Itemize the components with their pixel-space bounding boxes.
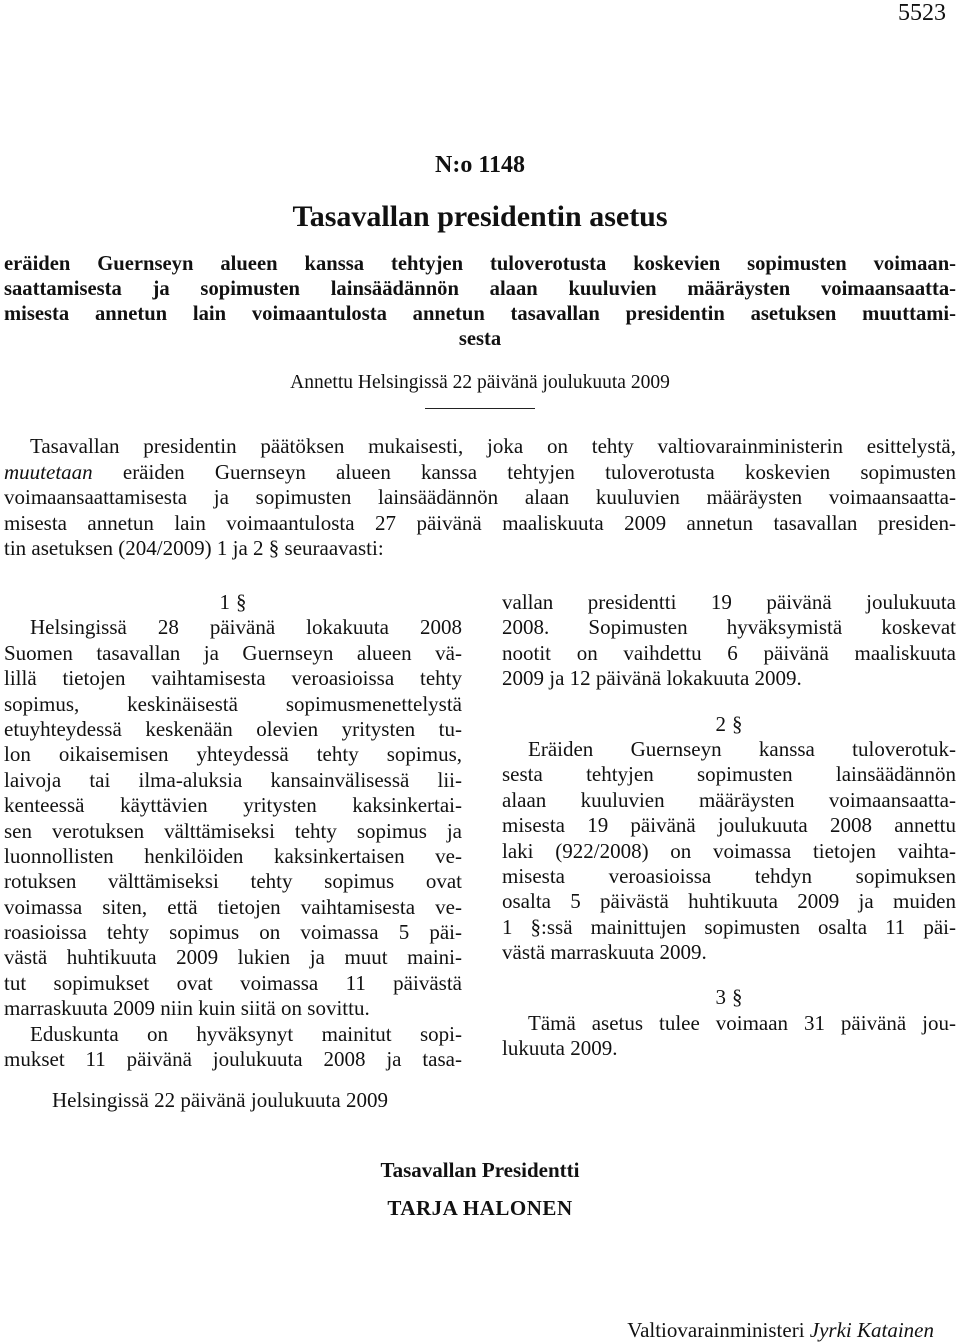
section-1-line: kenteessä käyttävien yritysten kaksinkertai- [4, 793, 462, 818]
section-3-line: lukuuta 2009. [502, 1036, 618, 1061]
subtitle-line: sesta [458, 328, 502, 350]
section-1-line: Helsingissä 28 päivänä lokakuuta 2008 [30, 615, 462, 640]
section-1-line: västä huhtikuuta 2009 lukien ja muut maini- [4, 945, 462, 970]
subtitle-line: misesta annetun lain voimaantulosta annetun tasavallan presidentin asetuksen muuttami- [4, 303, 956, 325]
preamble-emphasis: muutetaan [4, 459, 93, 484]
section-1-line: mukset 11 päivänä joulukuuta 2008 ja tasa- [4, 1047, 462, 1072]
section-1-continuation-line: nootit on vaihdettu 6 päivänä maaliskuuta [502, 640, 956, 665]
section-1-line: tut sopimukset ovat voimassa 11 päivästä [4, 970, 462, 995]
left-column [4, 590, 462, 1072]
section-1-heading [4, 590, 462, 615]
preamble-line: voimaansaattamisesta ja sopimusten lainsäädännön alaan kuuluvien määräysten voimaansaatta- [4, 485, 956, 509]
preamble [4, 434, 956, 562]
subtitle-line: eräiden Guernseyn alueen kanssa tehtyjen tuloverotusta koskevien sopimusten voimaan- [4, 253, 956, 275]
minister-signature [627, 1318, 934, 1343]
section-2-line: misesta veroasioissa tehdyn sopimuksen [502, 863, 956, 888]
presidency-title: Tasavallan Presidentti [380, 1158, 580, 1182]
section-1-line: voimassa siten, että tietojen vaihtamisesta ve- [4, 894, 462, 919]
preamble-line: tin asetuksen (204/2009) 1 ja 2 § seuraavasti: [4, 536, 384, 560]
section-1-line: laivoja tai ilma-aluksia kansainvälisessä lii- [4, 767, 462, 792]
document-subtitle [4, 252, 956, 352]
right-column [502, 590, 956, 1062]
section-2-line: västä marraskuuta 2009. [502, 940, 707, 965]
preamble-line: misesta annetun lain voimaantulosta 27 päivänä maaliskuuta 2009 annetun tasavallan presiden- [4, 510, 956, 535]
section-1-line: Suomen tasavallan ja Guernseyn alueen vä- [4, 640, 462, 665]
document-title: Tasavallan presidentin asetus [292, 200, 668, 233]
subtitle-line: saattamisesta ja sopimusten lainsäädännön alaan kuuluvien määräysten voimaansaatta- [4, 278, 956, 300]
section-sign: § [732, 711, 743, 736]
section-1-line: etuyhteydessä keskenään olevien yritysten tu- [4, 716, 462, 741]
section-2-line: laki (922/2008) on voimassa tietojen vaihta- [502, 838, 956, 863]
spacer [502, 692, 956, 712]
section-2-line: Eräiden Guernseyn kanssa tuloverotuk- [528, 736, 956, 761]
section-2-line: alaan kuuluvien määräysten voimaansaatta- [502, 787, 956, 812]
section-sign: § [236, 590, 247, 614]
page-number: 5523 [898, 0, 946, 26]
section-1-line: rotuksen välttämiseksi tehty sopimus ovat [4, 869, 462, 894]
section-number: 3 [715, 985, 726, 1010]
section-2-line: misesta 19 päivänä joulukuuta 2008 annettu [502, 813, 956, 838]
spacer [502, 965, 956, 985]
section-1-line: lon oikaisemisen yhteydessä tehty sopimus, [4, 742, 462, 767]
section-1-line: luonnollisten henkilöiden kaksinkertaisen ve- [4, 843, 462, 868]
signing-place-date: Helsingissä 22 päivänä joulukuuta 2009 [52, 1088, 388, 1112]
section-2-heading [502, 712, 956, 737]
section-1-line: lillä tietojen vaihtamisesta veroasioissa tehty [4, 666, 462, 691]
president-name: TARJA HALONEN [387, 1196, 573, 1220]
section-1-continuation-line: 2008. Sopimusten hyväksymistä koskevat [502, 615, 956, 640]
section-1-continuation-line: vallan presidentti 19 päivänä joulukuuta [502, 590, 956, 614]
preamble-text: eräiden Guernseyn alueen kanssa tehtyjen tuloverotusta koskevien sopimusten [92, 459, 956, 484]
section-1-line: roasioissa tehty sopimus on voimassa 5 päi- [4, 920, 462, 945]
section-1-line: marraskuuta 2009 niin kuin siitä on sovittu. [4, 996, 370, 1021]
issued-date: Annettu Helsingissä 22 päivänä joulukuuta 2009 [290, 372, 670, 393]
section-1-line: sopimus, keskinäisestä sopimusmenettelystä [4, 691, 462, 716]
section-1-line: sen verotuksen välttämiseksi tehty sopimus ja [4, 818, 462, 843]
section-1-line: Eduskunta on hyväksynyt mainitut sopi- [30, 1021, 462, 1046]
section-3-line: Tämä asetus tulee voimaan 31 päivänä jou- [528, 1010, 956, 1035]
section-2-line: sesta tehtyjen sopimusten lainsäädännön [502, 762, 956, 787]
preamble-line [4, 460, 956, 486]
section-2-line: 1 §:ssä mainittujen sopimusten osalta 11 päi- [502, 914, 956, 939]
preamble-line: Tasavallan presidentin päätöksen mukaisesti, joka on tehty valtiovarainministerin esittelystä, [30, 434, 956, 458]
separator-rule [425, 408, 535, 409]
section-sign: § [732, 985, 743, 1010]
section-number: 2 [715, 711, 726, 736]
minister-title: Valtiovarainministeri [627, 1318, 805, 1342]
section-2-line: osalta 5 päivästä huhtikuuta 2009 ja muiden [502, 889, 956, 914]
statute-number: N:o 1148 [435, 152, 525, 178]
section-number: 1 [219, 590, 230, 614]
minister-name: Jyrki Katainen [809, 1318, 934, 1342]
section-3-heading [502, 985, 956, 1010]
section-1-continuation-line: 2009 ja 12 päivänä lokakuuta 2009. [502, 666, 802, 691]
